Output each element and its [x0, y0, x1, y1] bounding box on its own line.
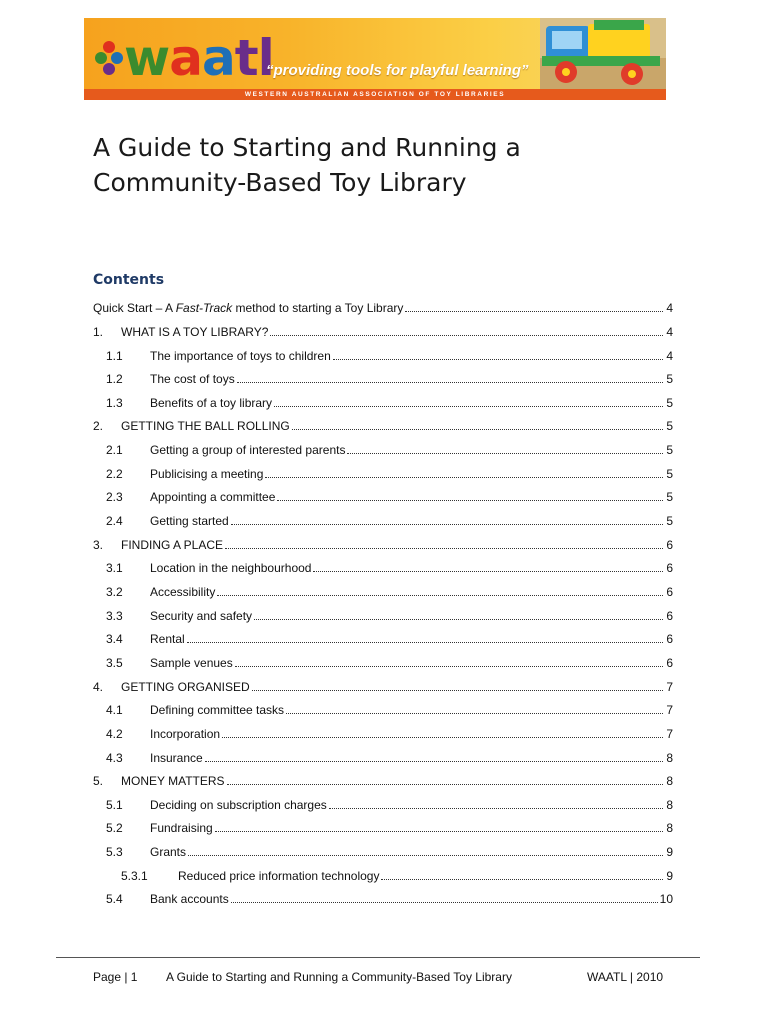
toc-leader-dots	[274, 406, 663, 407]
toc-entry[interactable]	[93, 296, 673, 316]
contents-heading: Contents	[93, 272, 165, 288]
toc-leader-dots	[235, 666, 663, 667]
toc-entry-number: 3.5	[106, 656, 123, 670]
toc-entry[interactable]	[93, 675, 673, 695]
toc-leader-dots	[252, 690, 663, 691]
toc-entry-number: 5.3	[106, 845, 123, 859]
toc-leader-dots	[227, 784, 663, 785]
logo-flower-icon	[94, 38, 124, 78]
toc-leader-dots	[270, 335, 663, 336]
toc-entry-label: Defining committee tasks	[150, 703, 285, 717]
toc-entry-number: 5.2	[106, 821, 123, 835]
toc-entry[interactable]	[93, 320, 673, 340]
toc-leader-dots	[237, 382, 663, 383]
toc-leader-dots	[217, 595, 663, 596]
toc-entry-label: GETTING ORGANISED	[121, 680, 250, 694]
toc-entry-number: 5.4	[106, 892, 123, 906]
toc-entry-number: 4.3	[106, 751, 123, 765]
toc-entry-page: 8	[666, 798, 673, 812]
toc-entry-number: 3.1	[106, 561, 123, 575]
toc-entry[interactable]	[93, 556, 673, 576]
document-title-line1: A Guide to Starting and Running a	[93, 133, 521, 162]
toc-entry-number: 1.2	[106, 372, 123, 386]
toc-entry-page: 6	[666, 656, 673, 670]
toc-entry-label: Getting a group of interested parents	[150, 443, 346, 457]
toc-entry-label: Location in the neighbourhood	[150, 561, 312, 575]
toc-entry-number: 1.	[93, 325, 104, 339]
toc-entry-number: 5.3.1	[121, 869, 148, 883]
toc-entry[interactable]	[93, 414, 673, 434]
toc-leader-dots	[187, 642, 663, 643]
footer-organisation: WAATL | 2010	[587, 970, 664, 984]
toc-leader-dots	[381, 879, 663, 880]
toc-leader-dots	[254, 619, 663, 620]
toc-leader-dots	[215, 831, 663, 832]
footer-document-title: A Guide to Starting and Running a Community-Based Toy Library	[166, 970, 512, 984]
toc-entry-number: 4.2	[106, 727, 123, 741]
toy-truck-image	[540, 18, 666, 89]
toc-entry-label: The cost of toys	[150, 372, 235, 386]
toc-entry-label: Rental	[150, 632, 185, 646]
header-banner	[84, 18, 666, 100]
toc-entry-page: 6	[666, 585, 673, 599]
document-title-line2: Community-Based Toy Library	[93, 168, 467, 197]
toc-entry-label: Fundraising	[150, 821, 213, 835]
toc-entry-label: MONEY MATTERS	[121, 774, 225, 788]
toc-entry[interactable]	[93, 698, 673, 718]
toc-entry-number: 2.2	[106, 467, 123, 481]
toc-entry-label	[93, 300, 403, 316]
toc-entry-number: 3.	[93, 538, 104, 552]
toc-entry[interactable]	[93, 485, 673, 505]
toc-entry[interactable]	[93, 509, 673, 529]
toc-entry-number: 3.3	[106, 609, 123, 623]
toc-entry-page: 8	[666, 774, 673, 788]
toc-entry-page: 4	[666, 349, 673, 363]
banner-tagline: “providing tools for playful learning”	[266, 62, 529, 79]
logo-wordmark: waatl	[124, 29, 274, 87]
toc-entry-label: Getting started	[150, 514, 229, 528]
toc-entry[interactable]	[93, 864, 673, 884]
toc-entry-label: Appointing a committee	[150, 490, 276, 504]
toc-entry[interactable]	[93, 887, 673, 907]
toc-entry-label: Sample venues	[150, 656, 233, 670]
toc-entry-number: 2.1	[106, 443, 123, 457]
toc-entry-label: Bank accounts	[150, 892, 229, 906]
toc-entry[interactable]	[93, 651, 673, 671]
toc-leader-dots	[313, 571, 663, 572]
toc-entry-page: 5	[666, 419, 673, 433]
toc-entry[interactable]	[93, 627, 673, 647]
document-title	[93, 130, 653, 200]
toc-entry[interactable]	[93, 391, 673, 411]
toc-entry-page: 5	[666, 443, 673, 457]
toc-entry-number: 4.1	[106, 703, 123, 717]
toc-entry-page: 10	[659, 892, 673, 906]
toc-leader-dots	[286, 713, 663, 714]
toc-entry-label: WHAT IS A TOY LIBRARY?	[121, 325, 269, 339]
toc-entry-label: Deciding on subscription charges	[150, 798, 327, 812]
toc-entry-page: 8	[666, 821, 673, 835]
toc-entry-page: 7	[666, 703, 673, 717]
toc-entry-number: 3.2	[106, 585, 123, 599]
toc-entry[interactable]	[93, 816, 673, 836]
toc-entry[interactable]	[93, 438, 673, 458]
toc-entry-label-em: Fast-Track	[175, 301, 233, 315]
toc-entry-label: Incorporation	[150, 727, 221, 741]
toc-entry-page: 6	[666, 561, 673, 575]
toc-entry-number: 3.4	[106, 632, 123, 646]
toc-leader-dots	[205, 761, 663, 762]
footer-divider	[56, 957, 700, 958]
toc-entry-page: 7	[666, 680, 673, 694]
toc-entry-number: 1.1	[106, 349, 123, 363]
toc-leader-dots	[222, 737, 663, 738]
toc-entry-label: Publicising a meeting	[150, 467, 264, 481]
toc-entry-page: 5	[666, 467, 673, 481]
toc-entry-page: 4	[666, 301, 673, 315]
toc-leader-dots	[231, 902, 658, 903]
toc-entry[interactable]	[93, 722, 673, 742]
toc-entry[interactable]	[93, 769, 673, 789]
toc-entry-label: Benefits of a toy library	[150, 396, 273, 410]
toc-entry-page: 9	[666, 869, 673, 883]
toc-entry-number: 5.1	[106, 798, 123, 812]
toc-entry-label: Accessibility	[150, 585, 216, 599]
toc-leader-dots	[265, 477, 663, 478]
toc-entry[interactable]	[93, 462, 673, 482]
toc-entry-label-pre: Quick Start – A	[93, 301, 176, 315]
toc-entry[interactable]	[93, 793, 673, 813]
toc-entry[interactable]	[93, 746, 673, 766]
toc-entry-label: FINDING A PLACE	[121, 538, 224, 552]
toc-leader-dots	[333, 359, 663, 360]
toc-leader-dots	[405, 311, 663, 312]
toc-entry[interactable]	[93, 580, 673, 600]
toc-entry-number: 4.	[93, 680, 104, 694]
toc-entry[interactable]	[93, 840, 673, 860]
toc-entry-page: 5	[666, 372, 673, 386]
toc-entry-number: 2.3	[106, 490, 123, 504]
toc-entry-label: The importance of toys to children	[150, 349, 331, 363]
toc-entry-number: 2.	[93, 419, 104, 433]
footer-page-number: Page | 1	[93, 970, 138, 984]
toc-leader-dots	[231, 524, 663, 525]
toc-entry-number: 2.4	[106, 514, 123, 528]
banner-strip: WESTERN AUSTRALIAN ASSOCIATION OF TOY LIBRARIES	[84, 89, 666, 100]
toc-leader-dots	[225, 548, 663, 549]
toc-entry-number: 5.	[93, 774, 104, 788]
toc-entry-label: Insurance	[150, 751, 203, 765]
toc-entry[interactable]	[93, 533, 673, 553]
toc-entry-label: GETTING THE BALL ROLLING	[121, 419, 290, 433]
toc-entry-page: 4	[666, 325, 673, 339]
toc-entry-page: 5	[666, 514, 673, 528]
toc-entry-label: Security and safety	[150, 609, 253, 623]
toc-leader-dots	[188, 855, 663, 856]
toc-entry-label-post: method to starting a Toy Library	[232, 301, 404, 315]
toc-entry-page: 8	[666, 751, 673, 765]
toc-leader-dots	[292, 429, 663, 430]
toc-leader-dots	[329, 808, 663, 809]
toc-entry-page: 9	[666, 845, 673, 859]
toc-entry[interactable]	[93, 604, 673, 624]
toc-entry-page: 5	[666, 396, 673, 410]
toc-leader-dots	[277, 500, 663, 501]
toc-entry[interactable]	[93, 344, 673, 364]
toc-entry-page: 6	[666, 632, 673, 646]
toc-entry-page: 6	[666, 538, 673, 552]
toc-entry-label: Reduced price information technology	[178, 869, 380, 883]
toc-entry[interactable]	[93, 367, 673, 387]
toc-entry-number: 1.3	[106, 396, 123, 410]
toc-entry-label: Grants	[150, 845, 187, 859]
toc-entry-page: 7	[666, 727, 673, 741]
toc-leader-dots	[347, 453, 663, 454]
toc-entry-page: 5	[666, 490, 673, 504]
toc-entry-page: 6	[666, 609, 673, 623]
